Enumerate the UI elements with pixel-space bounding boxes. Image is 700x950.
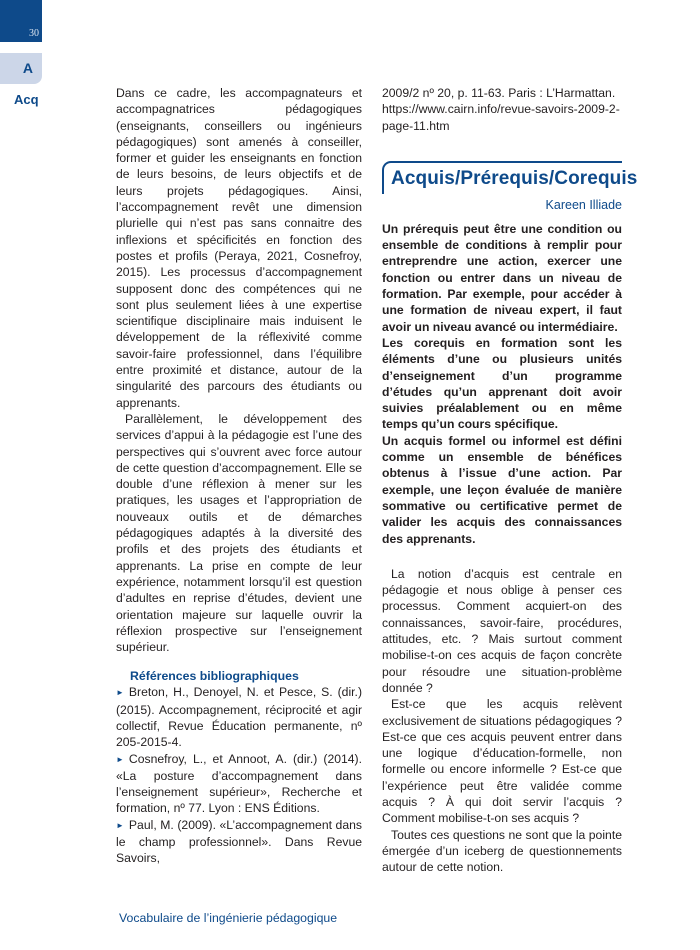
author-name: Kareen Illiade (545, 197, 622, 212)
letter-index-tab (0, 53, 42, 84)
reference-item: ► Cosnefroy, L., et Annoot, A. (dir.) (2014). «La posture d’accompagnement dans l’enseignement supérieur», Recherche et formation, nº 77. Lyon : ENS Éditions. (116, 751, 362, 816)
definition-corequis: Les corequis en formation sont les éléments d’une ou plusieurs unités d’enseignement d’un programme d’études qu’un apprenant doit avoir suivies préalablement ou en même temps qu’un cours spécifique. (382, 335, 622, 432)
paragraph: Est-ce que les acquis relèvent exclusivement de situations pédagogiques ? Est-ce que ces acquis peuvent entrer dans une logique d’éducation-formelle, non formelle ou encore informelle ? Est-ce que l’expérience peut être validée comme acquis ? À qui doit servir l’acquis ? Comment mobilise-t-on ses acquis ? (382, 697, 622, 826)
triangle-bullet-icon: ► (116, 688, 124, 698)
section-title: Acquis/Prérequis/Corequis (391, 167, 638, 189)
reference-item: ► Breton, H., Denoyel, N. et Pesce, S. (dir.) (2015). Accompagnement, réciprocité et agir collectif, Revue Éducation permanente, nº 205-2015-4. (116, 685, 362, 750)
paragraph: Dans ce cadre, les accompagnateurs et accompagnatrices pédagogiques (enseignants, conseillers ou ingénieurs pédagogiques) sont amenés à conseiller, former et guider les enseignants en fonction de leurs besoins, de leurs objectifs et de leurs projets pédagogiques. Ainsi, l’accompagnement revêt une dimension plurielle qui n’est pas sans connaitre des inflexions et spécificités en fonction des postes et profils (Peraya, 2021, Cosnefroy, 2015). Les processus d’accompagnement supposent donc des compétences qui ne sont plus seulement liées à une expertise scientifique disciplinaire mais induisent le développement de la réflexivité comme savoir-faire professionnel, dans l’équilibre entre proximité et distance, autour de la singularité des parcours des étudiants ou apprenants. (116, 86, 362, 410)
running-entry-label: Acq (14, 92, 39, 107)
paragraph: Toutes ces questions ne sont que la pointe émergée d’un iceberg de questionnements autour de cette notion. (382, 827, 622, 875)
triangle-bullet-icon: ► (116, 820, 124, 830)
left-column (116, 85, 362, 867)
letter-index: A (22, 60, 33, 76)
definition-acquis: Un acquis formel ou informel est défini comme un ensemble de bénéfices obtenus à l’issue d’une action. Par exemple, une leçon évaluée de manière sommative ou certificative permet de valider les acquis des connaissances des apprenants. (382, 433, 622, 546)
references-title: Références bibliographiques (130, 669, 299, 684)
body-text (382, 566, 622, 876)
reference-item: ► Paul, M. (2009). «L’accompagnement dans le champ professionnel». Dans Revue Savoirs, (116, 817, 362, 866)
paragraph: La notion d’acquis est centrale en pédagogie et nous oblige à penser ces processus. Comment acquiert-on des connaissances, savoir-faire, procédures, attitudes, etc. ? Mais surtout comment mobilise-t-on ces acquis de façon concrète pour résoudre une situation-problème donnée ? (382, 566, 622, 695)
triangle-bullet-icon: ► (116, 754, 124, 764)
section-heading-frame (382, 161, 638, 194)
page-number: 30 (29, 28, 39, 39)
page-number-tab (0, 0, 42, 42)
definition-block (382, 221, 622, 547)
definition-prerequis: Un prérequis peut être une condition ou ensemble de conditions à remplir pour entreprendre une action, exercer une fonction ou entrer dans un niveau de formation. Par exemple, pour accéder à une formation de niveau expert, il faut avoir un niveau avancé ou intermédiaire. (382, 221, 622, 334)
paragraph: Parallèlement, le développement des services d’appui à la pédagogie est l’une des perspectives qui s’ouvrent avec force autour de cette question d’accompagnement. Elle se double d’une réflexion à mener sur les pratiques, les usages et l’appropriation de nouveaux outils et de démarches pédagogiques adaptés à la diversité des profils et des projets des étudiants et apprenants. La prise en compte de leur expérience, notamment lorsqu’il est question d’adultes en reprise d’études, devient une orientation majeure sur laquelle ouvrir la réflexion prospective sur l’enseignement supérieur. (116, 411, 362, 655)
right-column (382, 85, 638, 875)
reference-continuation: 2009/2 nº 20, p. 11-63. Paris : L’Harmattan. https://www.cairn.info/revue-savoirs-2009-2-page-11.htm (382, 86, 620, 133)
footer-book-title: Vocabulaire de l’ingénierie pédagogique (119, 911, 338, 925)
